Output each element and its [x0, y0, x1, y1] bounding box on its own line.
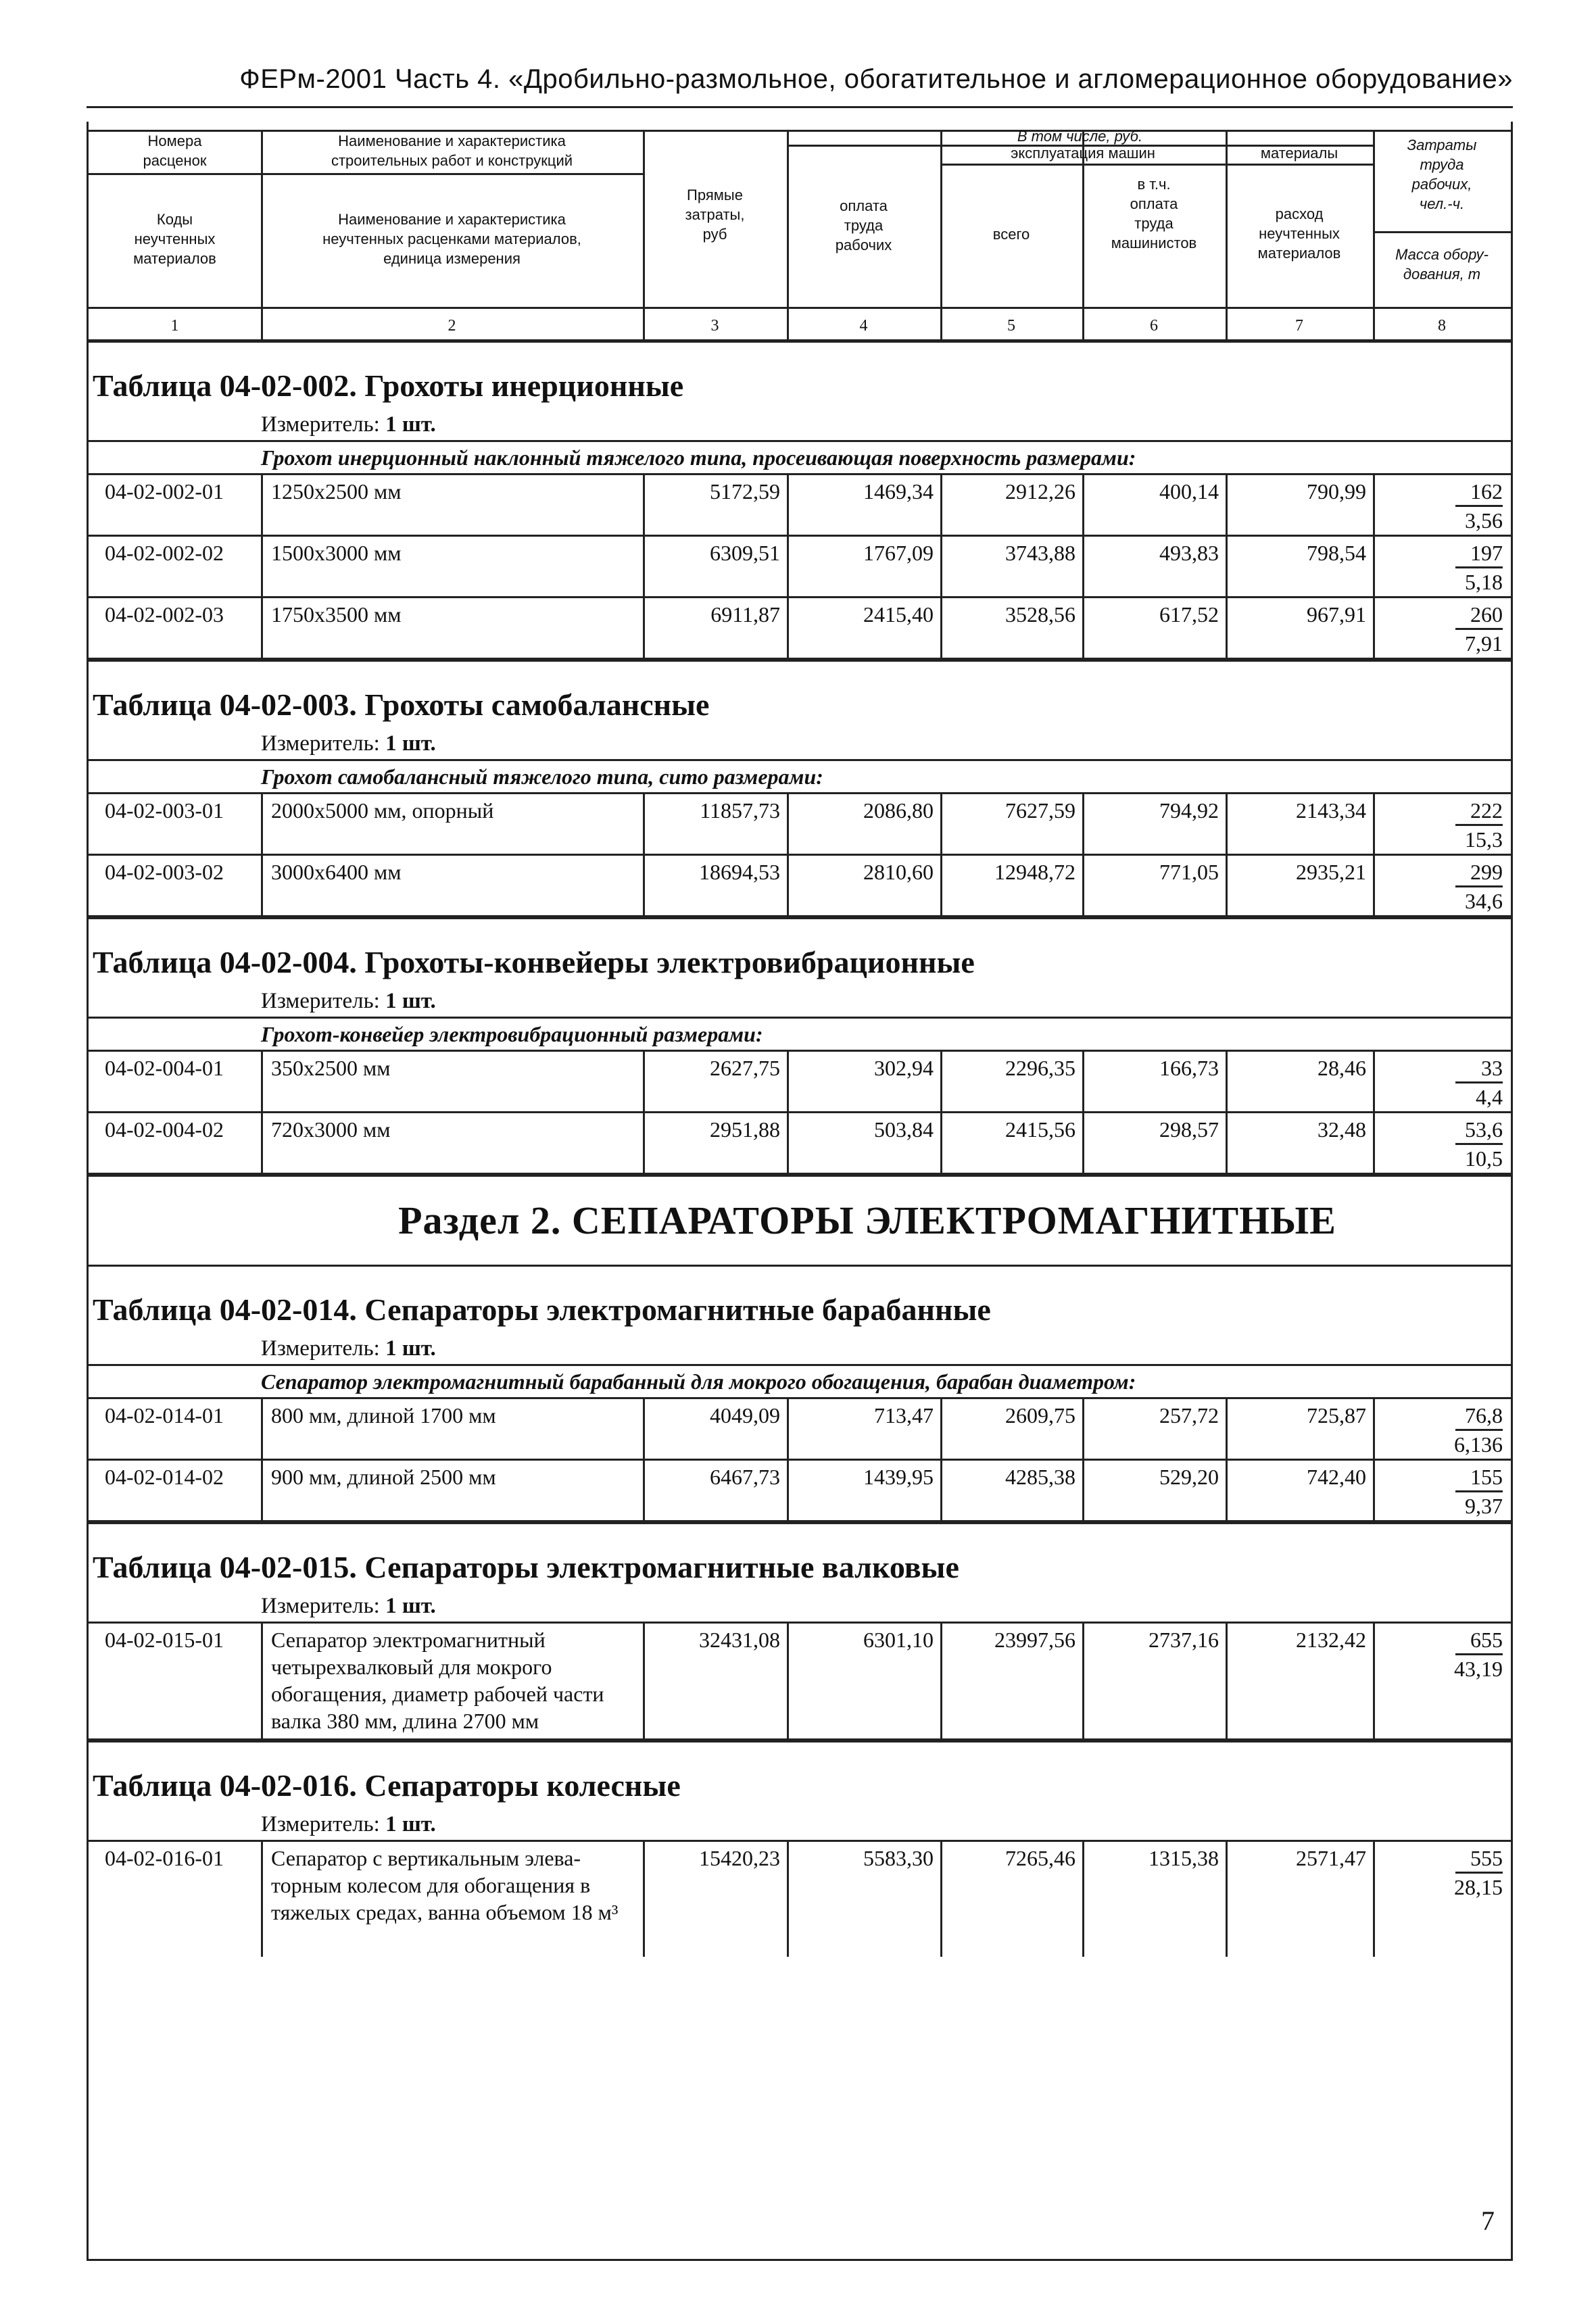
- equipment-mass-value: 15,3: [1465, 827, 1503, 852]
- direct-costs-value: 18694,53: [643, 856, 787, 915]
- table-gap: [89, 917, 1511, 940]
- labor-pay-value: 713,47: [787, 1399, 940, 1459]
- direct-costs-value: 32431,08: [643, 1624, 787, 1738]
- col-labor-cost-label: Затраты труда рабочих, чел.-ч.: [1407, 137, 1477, 212]
- labor-pay-value: 1469,34: [787, 475, 940, 535]
- labor-cost-value: 33: [1455, 1054, 1503, 1083]
- header-line: [1373, 231, 1511, 233]
- labor-cost-value: 260: [1455, 601, 1503, 630]
- machinist-pay-value: 617,52: [1082, 598, 1226, 658]
- machinist-pay-value: 771,05: [1082, 856, 1226, 915]
- labor-pay-value: 1767,09: [787, 537, 940, 596]
- equipment-mass-value: 4,4: [1476, 1085, 1503, 1109]
- rate-code: 04-02-002-01: [105, 479, 224, 504]
- table-gap: [89, 1265, 1511, 1287]
- work-name: 1750х3500 мм: [261, 598, 643, 658]
- work-name: Сепаратор электромагнитный четырехвалковый для мокрого обогащения, диаметр рабочей части валка 380 мм, длина 2700 мм: [261, 1624, 643, 1738]
- machines-total-value: 2296,35: [940, 1052, 1082, 1111]
- labor-pay-value: 503,84: [787, 1113, 940, 1173]
- rate-code: 04-02-015-01: [105, 1628, 224, 1652]
- header-line: [89, 173, 643, 175]
- column-number: 2: [448, 317, 456, 335]
- measure-unit: [89, 409, 1511, 440]
- measure-value: 1 шт.: [385, 412, 436, 437]
- table-row: [89, 598, 1511, 660]
- labor-cost-value: 53,6: [1455, 1116, 1503, 1145]
- document-body: [87, 122, 1513, 2261]
- group-heading: Грохот инерционный наклонный тяжелого типа, просеивающая поверхность размерами:: [89, 440, 1511, 475]
- rate-code: 04-02-004-01: [105, 1056, 224, 1080]
- direct-costs-value: 11857,73: [643, 794, 787, 854]
- unaccounted-materials-value: 2143,34: [1226, 794, 1373, 854]
- rate-code: 04-02-003-02: [105, 860, 224, 884]
- table-row: [89, 794, 1511, 856]
- machinist-pay-value: 493,83: [1082, 537, 1226, 596]
- direct-costs-value: 6467,73: [643, 1461, 787, 1520]
- rate-code: 04-02-004-02: [105, 1117, 224, 1142]
- table-title: Таблица 04-02-003. Грохоты самобалансные: [93, 687, 710, 722]
- rate-code: 04-02-002-03: [105, 602, 224, 627]
- measure-label: Измеритель:: [261, 412, 386, 437]
- machines-total-value: 2912,26: [940, 475, 1082, 535]
- work-name: 3000х6400 мм: [261, 856, 643, 915]
- machines-total-value: 3528,56: [940, 598, 1082, 658]
- labor-and-mass: [1373, 475, 1511, 535]
- section-title: Раздел 2. СЕПАРАТОРЫ ЭЛЕКТРОМАГНИТНЫЕ: [89, 1175, 1511, 1265]
- measure-label: Измеритель:: [261, 731, 386, 756]
- work-name: 350х2500 мм: [261, 1052, 643, 1111]
- unaccounted-materials-value: 967,91: [1226, 598, 1373, 658]
- column-number: 3: [710, 317, 719, 335]
- measure-value: 1 шт.: [385, 989, 436, 1013]
- column-number: 1: [170, 317, 179, 335]
- col-including-label: В том числе, руб.: [1017, 128, 1143, 145]
- column-number: 6: [1150, 317, 1158, 335]
- equipment-mass-value: 34,6: [1465, 889, 1503, 913]
- unaccounted-materials-value: 2132,42: [1226, 1624, 1373, 1738]
- equipment-mass-value: 6,136: [1454, 1432, 1503, 1457]
- labor-pay-value: 5583,30: [787, 1842, 940, 1957]
- rate-code: 04-02-014-02: [105, 1465, 224, 1489]
- labor-pay-value: 1439,95: [787, 1461, 940, 1520]
- column-number: 4: [859, 317, 868, 335]
- machinist-pay-value: 1315,38: [1082, 1842, 1226, 1957]
- labor-and-mass: [1373, 1461, 1511, 1520]
- direct-costs-value: 15420,23: [643, 1842, 787, 1957]
- page-header-title: ФЕРм-2001 Часть 4. «Дробильно-размольное, обогатительное и агломерационное оборудование»: [239, 64, 1513, 94]
- rate-code: 04-02-016-01: [105, 1846, 224, 1870]
- machinist-pay-value: 529,20: [1082, 1461, 1226, 1520]
- group-heading: Грохот-конвейер электровибрационный размерами:: [89, 1017, 1511, 1052]
- labor-cost-value: 655: [1455, 1626, 1503, 1655]
- labor-cost-value: 155: [1455, 1463, 1503, 1492]
- equipment-mass-value: 9,37: [1465, 1494, 1503, 1518]
- equipment-mass-value: 43,19: [1454, 1657, 1503, 1681]
- labor-and-mass: [1373, 1624, 1511, 1738]
- rate-code: 04-02-002-02: [105, 541, 224, 565]
- labor-pay-value: 2086,80: [787, 794, 940, 854]
- measure-label: Измеритель:: [261, 1594, 386, 1618]
- page-number: 7: [1481, 2206, 1495, 2236]
- work-name: Сепаратор с вертикальным элева- торным колесом для обогащения в тяжелых средах, ванна объемом 18 м³: [261, 1842, 643, 1957]
- unaccounted-materials-value: 790,99: [1226, 475, 1373, 535]
- labor-and-mass: [1373, 1399, 1511, 1459]
- machinist-pay-value: 794,92: [1082, 794, 1226, 854]
- col-machines-total-label: всего: [992, 226, 1030, 243]
- table-title: Таблица 04-02-004. Грохоты-конвейеры электровибрационные: [93, 945, 975, 979]
- measure-unit: [89, 1590, 1511, 1622]
- work-name: 900 мм, длиной 2500 мм: [261, 1461, 643, 1520]
- labor-cost-value: 76,8: [1455, 1402, 1503, 1431]
- labor-and-mass: [1373, 1052, 1511, 1111]
- machines-total-value: 2415,56: [940, 1113, 1082, 1173]
- measure-label: Измеритель:: [261, 1336, 386, 1361]
- machines-total-value: 2609,75: [940, 1399, 1082, 1459]
- work-name: 800 мм, длиной 1700 мм: [261, 1399, 643, 1459]
- labor-and-mass: [1373, 537, 1511, 596]
- column-number: 7: [1295, 317, 1303, 335]
- equipment-mass-value: 10,5: [1465, 1146, 1503, 1171]
- direct-costs-value: 2627,75: [643, 1052, 787, 1111]
- machinist-pay-value: 257,72: [1082, 1399, 1226, 1459]
- col-material-codes-label: Коды неучтенных материалов: [133, 211, 216, 267]
- table-row: [89, 1842, 1511, 1957]
- table-row: [89, 1624, 1511, 1740]
- machinist-pay-value: 166,73: [1082, 1052, 1226, 1111]
- table-row: [89, 856, 1511, 917]
- labor-pay-value: 2810,60: [787, 856, 940, 915]
- col-work-name-label: Наименование и характеристика строительных работ и конструкций: [331, 132, 573, 169]
- col-material-name-label: Наименование и характеристика неучтенных расценками материалов, единица измерения: [322, 211, 581, 267]
- measure-unit: [89, 728, 1511, 759]
- table-gap: [89, 660, 1511, 682]
- table-title: Таблица 04-02-014. Сепараторы электромагнитные барабанные: [93, 1292, 991, 1327]
- col-unaccounted-materials-label: расход неучтенных материалов: [1257, 205, 1341, 262]
- table-title: Таблица 04-02-016. Сепараторы колесные: [93, 1768, 681, 1803]
- unaccounted-materials-value: 798,54: [1226, 537, 1373, 596]
- col-machinist-pay-label: в т.ч. оплата труда машинистов: [1111, 176, 1197, 251]
- rate-code: 04-02-003-01: [105, 798, 224, 823]
- equipment-mass-value: 5,18: [1465, 570, 1503, 594]
- unaccounted-materials-value: 742,40: [1226, 1461, 1373, 1520]
- column-header: [89, 130, 1511, 341]
- labor-and-mass: [1373, 794, 1511, 854]
- table-title: Таблица 04-02-002. Грохоты инерционные: [93, 368, 684, 403]
- direct-costs-value: 4049,09: [643, 1399, 787, 1459]
- labor-cost-value: 162: [1455, 478, 1503, 507]
- table-gap: [89, 1740, 1511, 1763]
- table-row: [89, 1399, 1511, 1461]
- equipment-mass-value: 28,15: [1454, 1875, 1503, 1899]
- col-rate-number-label: Номера расценок: [143, 132, 207, 169]
- col-labor-pay-label: оплата труда рабочих: [835, 197, 892, 253]
- group-heading: Сепаратор электромагнитный барабанный для мокрого обогащения, барабан диаметром:: [89, 1364, 1511, 1399]
- labor-pay-value: 6301,10: [787, 1624, 940, 1738]
- page-header: [87, 57, 1513, 108]
- measure-value: 1 шт.: [385, 1594, 436, 1618]
- measure-unit: [89, 1333, 1511, 1364]
- unaccounted-materials-value: 2935,21: [1226, 856, 1373, 915]
- direct-costs-value: 6911,87: [643, 598, 787, 658]
- table-row: [89, 537, 1511, 598]
- unaccounted-materials-value: 725,87: [1226, 1399, 1373, 1459]
- measure-value: 1 шт.: [385, 731, 436, 756]
- col-direct-costs-label: Прямые затраты, руб: [685, 187, 745, 243]
- machinist-pay-value: 298,57: [1082, 1113, 1226, 1173]
- table-row: [89, 1113, 1511, 1175]
- machines-total-value: 23997,56: [940, 1624, 1082, 1738]
- direct-costs-value: 6309,51: [643, 537, 787, 596]
- machines-total-value: 12948,72: [940, 856, 1082, 915]
- labor-and-mass: [1373, 1113, 1511, 1173]
- header-line: [940, 164, 1373, 166]
- machines-total-value: 3743,88: [940, 537, 1082, 596]
- unaccounted-materials-value: 2571,47: [1226, 1842, 1373, 1957]
- measure-value: 1 шт.: [385, 1812, 436, 1836]
- header-line: [89, 307, 1511, 309]
- work-name: 720х3000 мм: [261, 1113, 643, 1173]
- table-row: [89, 1052, 1511, 1113]
- table-gap: [89, 341, 1511, 363]
- labor-cost-value: 555: [1455, 1845, 1503, 1874]
- equipment-mass-value: 3,56: [1465, 508, 1503, 533]
- work-name: 1500х3000 мм: [261, 537, 643, 596]
- rate-code: 04-02-014-01: [105, 1403, 224, 1428]
- labor-cost-value: 197: [1455, 539, 1503, 568]
- direct-costs-value: 5172,59: [643, 475, 787, 535]
- group-heading: Грохот самобалансный тяжелого типа, сито размерами:: [89, 759, 1511, 794]
- col-machines-label: эксплуатация машин: [1011, 145, 1155, 162]
- labor-cost-value: 222: [1455, 797, 1503, 826]
- table-row: [89, 1461, 1511, 1522]
- unaccounted-materials-value: 32,48: [1226, 1113, 1373, 1173]
- table-gap: [89, 1522, 1511, 1544]
- measure-unit: [89, 985, 1511, 1017]
- col-materials-label: материалы: [1260, 145, 1338, 162]
- measure-unit: [89, 1809, 1511, 1840]
- measure-label: Измеритель:: [261, 989, 386, 1013]
- labor-and-mass: [1373, 856, 1511, 915]
- labor-cost-value: 299: [1455, 858, 1503, 887]
- labor-pay-value: 2415,40: [787, 598, 940, 658]
- measure-value: 1 шт.: [385, 1336, 436, 1361]
- tables-content: [89, 341, 1511, 1957]
- labor-and-mass: [1373, 598, 1511, 658]
- table-row: [89, 475, 1511, 537]
- unaccounted-materials-value: 28,46: [1226, 1052, 1373, 1111]
- measure-label: Измеритель:: [261, 1812, 386, 1836]
- equipment-mass-value: 7,91: [1465, 631, 1503, 656]
- direct-costs-value: 2951,88: [643, 1113, 787, 1173]
- machinist-pay-value: 2737,16: [1082, 1624, 1226, 1738]
- machinist-pay-value: 400,14: [1082, 475, 1226, 535]
- machines-total-value: 7265,46: [940, 1842, 1082, 1957]
- table-title: Таблица 04-02-015. Сепараторы электромагнитные валковые: [93, 1550, 959, 1584]
- labor-pay-value: 302,94: [787, 1052, 940, 1111]
- machines-total-value: 4285,38: [940, 1461, 1082, 1520]
- column-number: 8: [1438, 317, 1446, 335]
- labor-and-mass: [1373, 1842, 1511, 1957]
- work-name: 2000х5000 мм, опорный: [261, 794, 643, 854]
- col-equipment-mass-label: Масса обору- дования, т: [1395, 246, 1489, 283]
- column-number: 5: [1007, 317, 1015, 335]
- work-name: 1250х2500 мм: [261, 475, 643, 535]
- machines-total-value: 7627,59: [940, 794, 1082, 854]
